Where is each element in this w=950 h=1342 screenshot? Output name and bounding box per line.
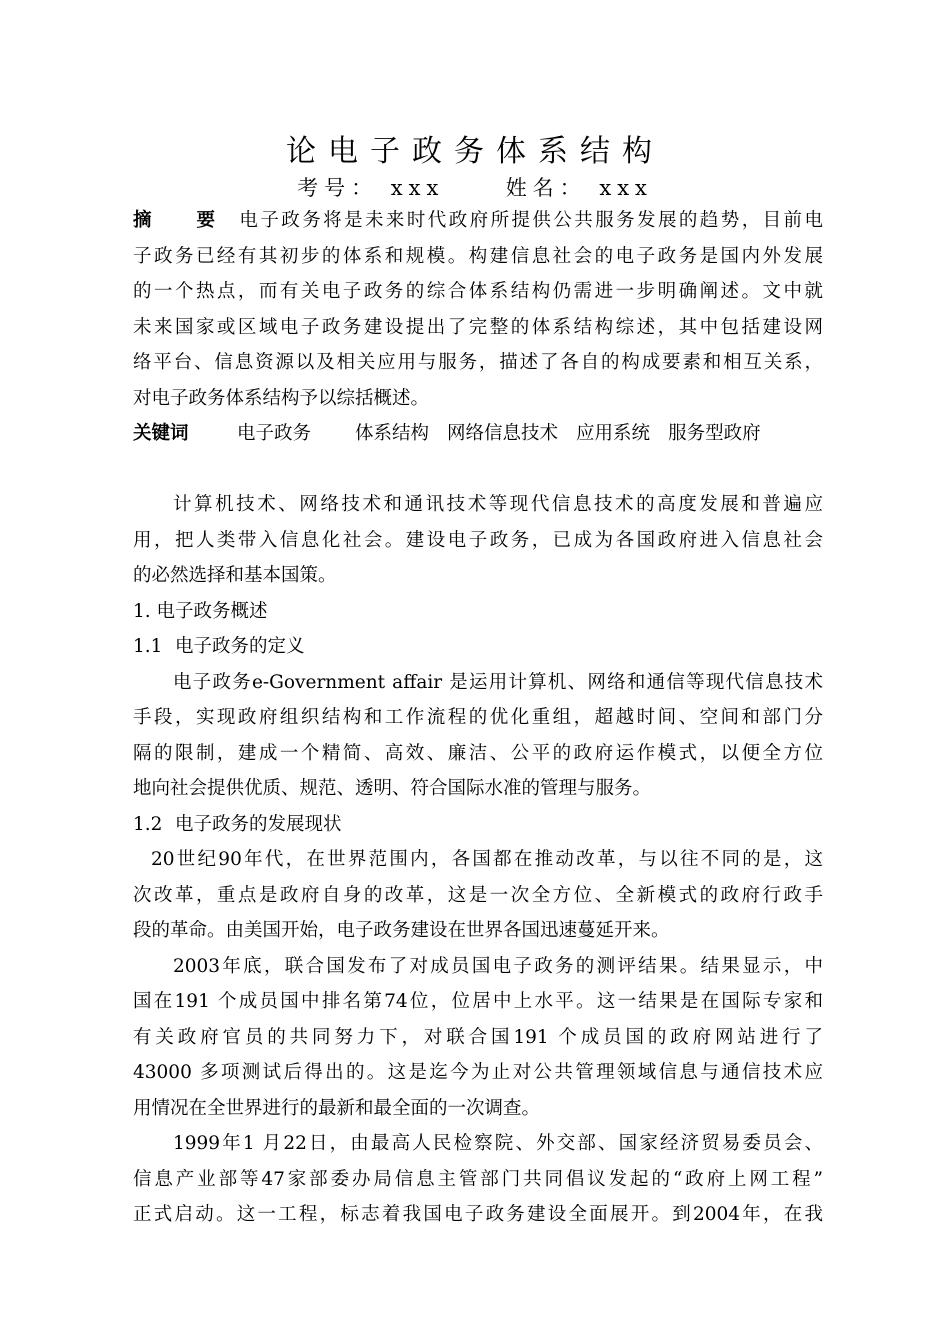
exam-number-value: xxx bbox=[390, 176, 445, 200]
abstract-label: 摘要 bbox=[133, 210, 237, 231]
paragraph-line: 2003年底，联合国发布了对成员国电子政务的测评结果。结果显示，中 bbox=[173, 955, 823, 977]
name-value: xxx bbox=[599, 176, 653, 200]
intro-line: 用，把人类带入信息化社会。建设电子政务，已成为各国政府进入信息社会 bbox=[133, 529, 823, 551]
exam-number-label: 考号： bbox=[297, 176, 379, 200]
subsection-number: 1.2 bbox=[133, 813, 163, 835]
abstract-line: 摘要电子政务将是未来时代政府所提供公共服务发展的趋势，目前电 bbox=[133, 203, 823, 239]
keyword: 应用系统 bbox=[576, 423, 651, 444]
paragraph-line: 隔的限制，建成一个精简、高效、廉洁、公平的政府运作模式，以便全方位 bbox=[133, 742, 823, 764]
paragraph-line: 地向社会提供优质、规范、透明、符合国际水准的管理与服务。 bbox=[133, 778, 652, 799]
paragraph-line: 国在191 个成员国中排名第74位，位居中上水平。这一结果是在国际专家和 bbox=[133, 991, 823, 1012]
abstract-line: 未来国家或区域电子政务建设提出了完整的体系结构综述，其中包括建设网 bbox=[133, 316, 823, 338]
subsection-heading bbox=[133, 629, 823, 665]
abstract-line: 对电子政务体系结构予以综括概述。 bbox=[133, 387, 430, 409]
keywords-label: 关键词 bbox=[133, 423, 189, 444]
abstract-line: 络平台、信息资源以及相关应用与服务，描述了各自的构成要素和相互关系， bbox=[133, 352, 823, 373]
paragraph-line: 信息产业部等47家部委办局信息主管部门共同倡议发起的“政府上网工程” bbox=[133, 1168, 823, 1190]
subsection-title: 电子政务的发展现状 bbox=[175, 813, 342, 835]
abstract-line: 的一个热点，而有关电子政务的综合体系结构仍需进一步明确阐述。文中就 bbox=[133, 281, 823, 302]
subsection-title: 电子政务的定义 bbox=[175, 636, 305, 657]
document-body bbox=[133, 203, 823, 1233]
paragraph-line: 用情况在全世界进行的最新和最全面的一次调查。 bbox=[133, 1097, 541, 1119]
keyword: 服务型政府 bbox=[668, 423, 761, 444]
paragraph-line: 次改革，重点是政府自身的改革，这是一次全方位、全新模式的政府行政手 bbox=[133, 884, 823, 906]
keyword: 网络信息技术 bbox=[447, 423, 559, 444]
paragraph-line: 正式启动。这一工程，标志着我国电子政务建设全面展开。到2004年，在我 bbox=[133, 1204, 823, 1225]
section-heading: 1. 电子政务概述 bbox=[133, 600, 268, 622]
paragraph-line: 20世纪90年代，在世界范围内，各国都在推动改革，与以往不同的是，这 bbox=[151, 849, 823, 870]
keyword: 体系结构 bbox=[355, 423, 430, 444]
paragraph-line: 43000 多项测试后得出的。这是迄今为止对公共管理领域信息与通信技术应 bbox=[133, 1062, 823, 1083]
subsection-number: 1.1 bbox=[133, 636, 163, 657]
name-label: 姓名： bbox=[505, 176, 587, 200]
paragraph-line: 1999年1 月22日，由最高人民检察院、外交部、国家经济贸易委员会、 bbox=[173, 1133, 823, 1154]
subsection-heading bbox=[133, 807, 823, 843]
paragraph-line: 电子政务e-Government affair 是运用计算机、网络和通信等现代信息技术 bbox=[173, 671, 823, 693]
author-line bbox=[0, 172, 950, 204]
keyword: 电子政务 bbox=[237, 423, 312, 444]
intro-line: 的必然选择和基本国策。 bbox=[133, 565, 337, 586]
paragraph-line: 手段，实现政府组织结构和工作流程的优化重组，超越时间、空间和部门分 bbox=[133, 707, 823, 728]
abstract-line: 子政务已经有其初步的体系和规模。构建信息社会的电子政务是国内外发展 bbox=[133, 245, 823, 267]
document-title: 论电子政务体系结构 bbox=[286, 134, 664, 169]
keywords-line bbox=[133, 416, 823, 452]
intro-line: 计算机技术、网络技术和通讯技术等现代信息技术的高度发展和普遍应 bbox=[173, 494, 823, 515]
paragraph-line: 有关政府官员的共同努力下，对联合国191 个成员国的政府网站进行了 bbox=[133, 1026, 823, 1048]
paragraph-line: 段的革命。由美国开始，电子政务建设在世界各国迅速蔓延开来。 bbox=[133, 920, 670, 941]
